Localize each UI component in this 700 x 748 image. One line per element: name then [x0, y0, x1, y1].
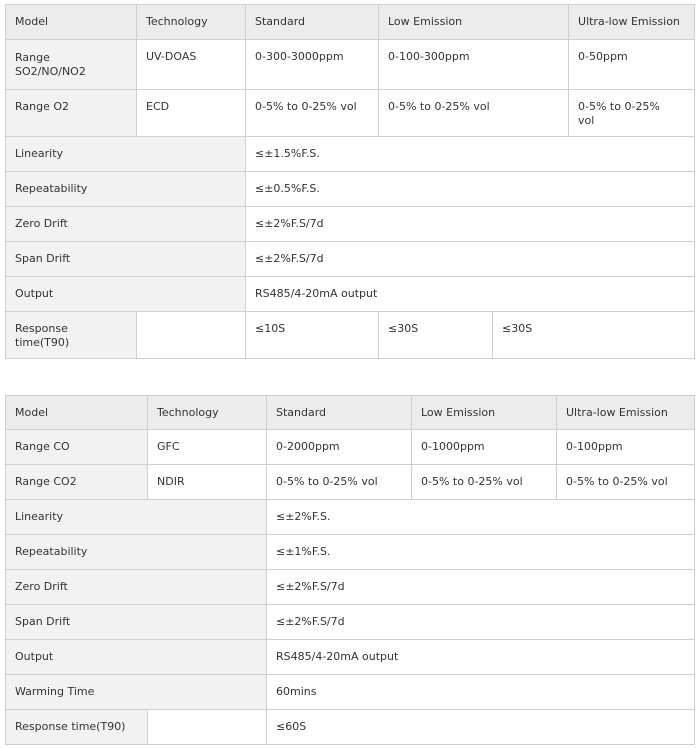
- table-row: [6, 430, 695, 465]
- header-low-emission: Low Emission: [379, 5, 569, 40]
- row-label-span-drift: Span Drift: [6, 242, 246, 277]
- table-row: [6, 465, 695, 500]
- value-cell: ≤±0.5%F.S.: [246, 172, 695, 207]
- ultra-low-cell: 0-5% to 0-25% vol: [569, 90, 695, 137]
- technology-cell: [137, 312, 246, 359]
- value-cell: RS485/4-20mA output: [246, 277, 695, 312]
- standard-cell: 0-5% to 0-25% vol: [246, 90, 379, 137]
- row-label-output: Output: [6, 277, 246, 312]
- empty-cell: [148, 710, 267, 745]
- row-label-output: Output: [6, 640, 267, 675]
- value-cell: ≤60S: [267, 710, 695, 745]
- table-row: [6, 40, 695, 90]
- value-cell: ≤±2%F.S/7d: [246, 242, 695, 277]
- ultra-low-cell: 0-5% to 0-25% vol: [557, 465, 695, 500]
- value-cell: 60mins: [267, 675, 695, 710]
- header-technology: Technology: [137, 5, 246, 40]
- table-row: [6, 137, 695, 172]
- table-row: [6, 605, 695, 640]
- technology-cell: NDIR: [148, 465, 267, 500]
- table-row: [6, 570, 695, 605]
- row-label-warming-time: Warming Time: [6, 675, 267, 710]
- row-label-repeatability: Repeatability: [6, 535, 267, 570]
- header-standard: Standard: [267, 396, 412, 430]
- spec-table-co-co2: [5, 395, 695, 745]
- standard-cell: 0-300-3000ppm: [246, 40, 379, 90]
- value-cell: ≤±2%F.S/7d: [246, 207, 695, 242]
- table-row: [6, 535, 695, 570]
- value-cell: RS485/4-20mA output: [267, 640, 695, 675]
- table-row: [6, 90, 695, 137]
- table-row: [6, 675, 695, 710]
- low-emission-cell: 0-1000ppm: [412, 430, 557, 465]
- header-technology: Technology: [148, 396, 267, 430]
- value-cell: ≤±2%F.S.: [267, 500, 695, 535]
- header-model: Model: [6, 5, 137, 40]
- row-label-range-co2: Range CO2: [6, 465, 148, 500]
- table-header-row: [6, 396, 695, 430]
- low-emission-cell: 0-100-300ppm: [379, 40, 569, 90]
- row-label-range-gas: Range SO2/NO/NO2: [6, 40, 137, 90]
- standard-cell: 0-5% to 0-25% vol: [267, 465, 412, 500]
- technology-cell: GFC: [148, 430, 267, 465]
- row-label-linearity: Linearity: [6, 137, 246, 172]
- table-row: [6, 277, 695, 312]
- value-cell: ≤±1%F.S.: [267, 535, 695, 570]
- low-emission-cell: 0-5% to 0-25% vol: [379, 90, 569, 137]
- table-row: [6, 207, 695, 242]
- row-label-range-o2: Range O2: [6, 90, 137, 137]
- value-cell: ≤±2%F.S/7d: [267, 570, 695, 605]
- row-label-linearity: Linearity: [6, 500, 267, 535]
- row-label-zero-drift: Zero Drift: [6, 207, 246, 242]
- table-row: [6, 640, 695, 675]
- ultra-low-cell: 0-50ppm: [569, 40, 695, 90]
- row-label-range-co: Range CO: [6, 430, 148, 465]
- header-standard: Standard: [246, 5, 379, 40]
- standard-cell: ≤10S: [246, 312, 379, 359]
- table-row: [6, 172, 695, 207]
- value-cell: ≤±2%F.S/7d: [267, 605, 695, 640]
- row-label-zero-drift: Zero Drift: [6, 570, 267, 605]
- row-label-response-time: Response time(T90): [6, 312, 137, 359]
- row-label-span-drift: Span Drift: [6, 605, 267, 640]
- standard-cell: 0-2000ppm: [267, 430, 412, 465]
- header-model: Model: [6, 396, 148, 430]
- header-ultra-low-emission: Ultra-low Emission: [557, 396, 695, 430]
- low-emission-cell: ≤30S: [379, 312, 493, 359]
- row-label-response-time: Response time(T90): [6, 710, 148, 745]
- table-row: [6, 500, 695, 535]
- table-row: [6, 242, 695, 277]
- header-ultra-low-emission: Ultra-low Emission: [569, 5, 695, 40]
- ultra-low-cell: 0-100ppm: [557, 430, 695, 465]
- table-row: [6, 312, 695, 359]
- technology-cell: ECD: [137, 90, 246, 137]
- low-emission-cell: 0-5% to 0-25% vol: [412, 465, 557, 500]
- spec-table-so2-o2: [5, 4, 695, 359]
- table-header-row: [6, 5, 695, 40]
- header-low-emission: Low Emission: [412, 396, 557, 430]
- ultra-low-cell: ≤30S: [493, 312, 695, 359]
- value-cell: ≤±1.5%F.S.: [246, 137, 695, 172]
- technology-cell: UV-DOAS: [137, 40, 246, 90]
- table-row: [6, 710, 695, 745]
- row-label-repeatability: Repeatability: [6, 172, 246, 207]
